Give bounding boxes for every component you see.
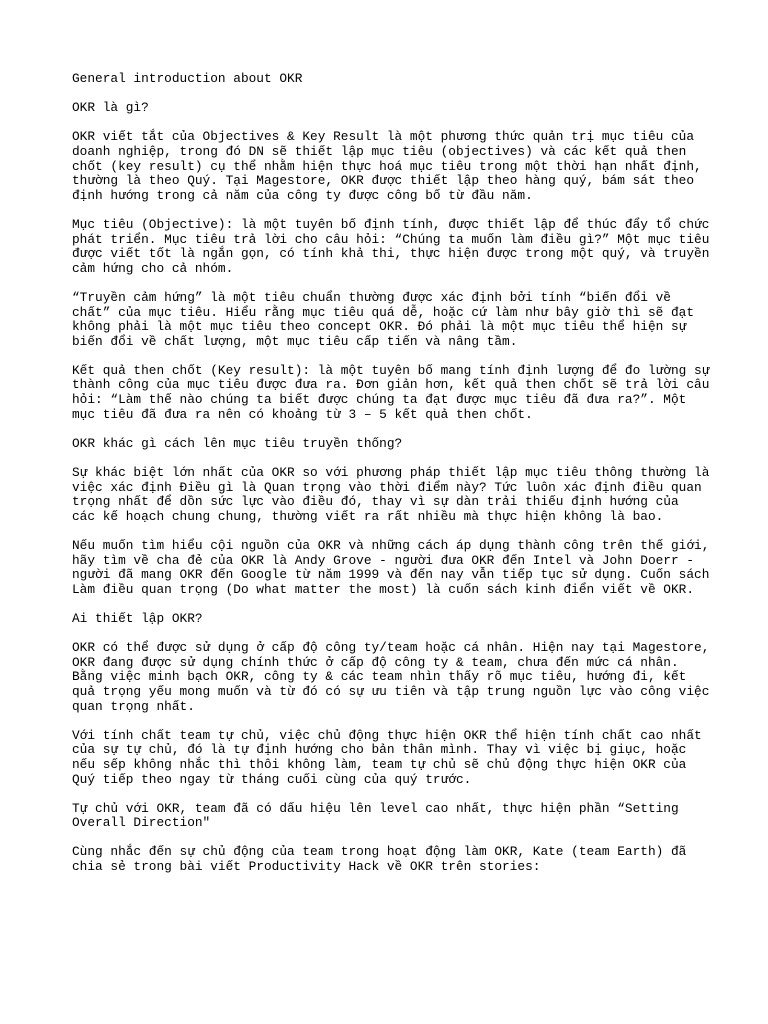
- paragraph-key-result: Kết quả then chốt (Key result): là một tuyên bố mang tính định lượng để đo lường sự thành công của mục tiêu được đưa ra. Đơn giản hơn, kết quả then chốt sẽ trả lời câu hỏi: “Làm thế nào chúng ta biết được chúng ta đạt được mục tiêu đã đưa ra?”. Một mục tiêu đã đưa ra nên có khoảng từ 3 – 5 kết quả then chốt.: [72, 362, 710, 422]
- paragraph-autonomy: Với tính chất team tự chủ, việc chủ động thực hiện OKR thể hiện tính chất cao nhất của sự tự chủ, đó là tự định hướng cho bản thân mình. Thay vì việc bị giục, hoặc nếu sếp không nhắc thì thôi không làm, team tự chủ sẽ chủ động thực hiện OKR của Quý tiếp theo ngay từ tháng cuối cùng của quý trước.: [72, 727, 702, 787]
- paragraph-usage-level: OKR có thể được sử dụng ở cấp độ công ty/team hoặc cá nhân. Hiện nay tại Magestore, OKR đang được sử dụng chính thức ở cấp độ công ty & team, chưa đến mức cá nhân. Bằng việc minh bạch OKR, công ty & các team nhìn thấy rõ mục tiêu, hướng đi, kết quả trọng yếu mong muốn và từ đó có sự ưu tiên và tập trung nguồn lực vào công việc quan trọng nhất.: [72, 640, 710, 714]
- paragraph-self-direction: Tự chủ với OKR, team đã có dấu hiệu lên level cao nhất, thực hiện phần “Setting Overall Direction": [72, 800, 679, 831]
- paragraph-okr-definition: OKR viết tắt của Objectives & Key Result là một phương thức quản trị mục tiêu của doanh nghiệp, trong đó DN sẽ thiết lập mục tiêu (objectives) và các kết quả then chốt (key result) cụ thể nhằm hiện thực hoá mục tiêu trong một thời hạn nhất định, thường là theo Quý. Tại Magestore, OKR được thiết lập theo hàng quý, bám sát theo định hướng trong cả năm của công ty được công bố từ đầu năm.: [72, 129, 702, 203]
- heading-who-sets-okr: Ai thiết lập OKR?: [72, 610, 203, 626]
- heading-okr-vs-traditional: OKR khác gì cách lên mục tiêu truyền thống?: [72, 435, 403, 451]
- paragraph-objective: Mục tiêu (Objective): là một tuyên bố định tính, được thiết lập để thúc đẩy tổ chức phát triển. Mục tiêu trả lời cho câu hỏi: “Chúng ta muốn làm điều gì?” Một mục tiêu được viết tốt là ngắn gọn, có tính khả thi, thực hiện được trong một quý, và truyền cảm hứng cho cả nhóm.: [72, 216, 710, 276]
- paragraph-difference: Sự khác biệt lớn nhất của OKR so với phương pháp thiết lập mục tiêu thông thường là việc xác định Điều gì là Quan trọng vào thời điểm này? Tức luôn xác định điều quan trọng nhất để dồn sức lực vào điều đó, thay vì sự dàn trải thiếu định hướng của các kế hoạch chung chung, thường viết ra rất nhiều mà thực hiện không là bao.: [72, 465, 710, 524]
- document-page: [72, 72, 712, 889]
- document-title: General introduction about OKR: [72, 71, 303, 86]
- paragraph-origin: Nếu muốn tìm hiểu cội nguồn của OKR và những cách áp dụng thành công trên thế giới, hãy tìm về cha đẻ của OKR là Andy Grove - người đưa OKR đến Intel và John Doerr - người đã mang OKR đến Google từ năm 1999 và đến nay vẫn tiếp tục sử dụng. Cuốn sách Làm điều quan trọng (Do what matter the most) là cuốn sách kinh điển viết về OKR.: [72, 538, 710, 597]
- heading-what-is-okr: OKR là gì?: [72, 100, 149, 116]
- paragraph-inspiration: “Truyền cảm hứng” là một tiêu chuẩn thường được xác định bởi tính “biến đổi về chất” của mục tiêu. Hiểu rằng mục tiêu quá dễ, hoặc cứ làm như bây giờ thì sẽ đạt không phải là một mục tiêu theo concept OKR. Đó phải là một mục tiêu thể hiện sự biến đổi về chất lượng, một mục tiêu cấp tiến và nâng tầm.: [72, 289, 695, 349]
- paragraph-team-sharing: Cùng nhắc đến sự chủ động của team trong hoạt động làm OKR, Kate (team Earth) đã chia sẻ trong bài viết Productivity Hack về OKR trên stories:: [72, 844, 687, 875]
